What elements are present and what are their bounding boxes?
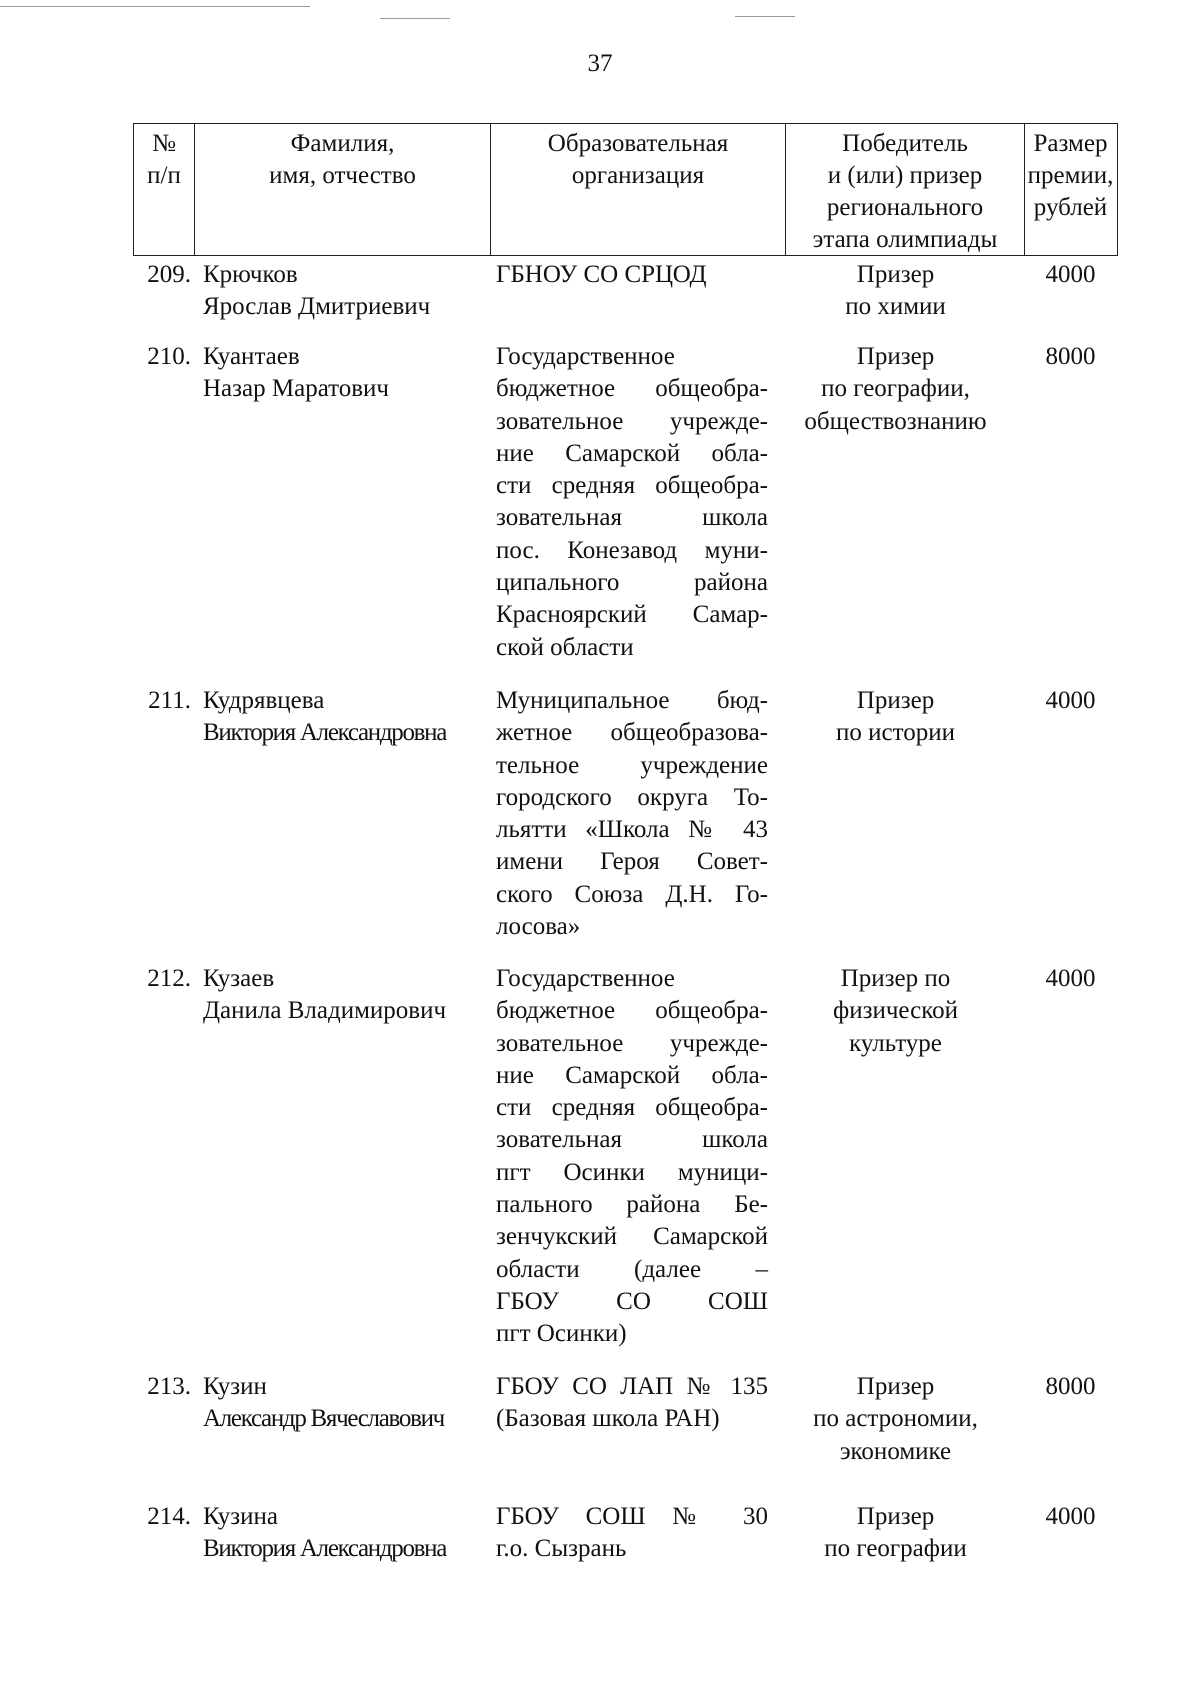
participant-name: Куантаев Назар Маратович xyxy=(203,343,389,403)
row-number: 212. xyxy=(147,965,191,992)
winner-status: Призер по химии xyxy=(845,261,946,321)
participant-name: Кузин Александр Вячеславович xyxy=(203,1373,444,1433)
header-prize: Размер премии, рублей xyxy=(1027,130,1114,221)
header-name: Фамилия, имя, отчество xyxy=(195,124,491,255)
header-org: Образовательная организация xyxy=(491,124,786,255)
prize-amount: 4000 xyxy=(1045,687,1096,714)
participant-name: Крючков Ярослав Дмитриевич xyxy=(203,261,431,321)
row-number: 210. xyxy=(147,343,191,370)
participant-name: Кузина Виктория Александровна xyxy=(203,1503,447,1563)
row-number: 213. xyxy=(147,1373,191,1400)
row-number: 214. xyxy=(147,1503,191,1530)
scan-edge-line xyxy=(380,18,450,19)
winner-status: Призер по астрономии, экономике xyxy=(813,1373,978,1465)
page-number: 37 xyxy=(587,50,613,77)
winners-table xyxy=(133,123,1118,1563)
prize-amount: 4000 xyxy=(1045,1503,1096,1530)
winner-status: Призер по географии xyxy=(824,1503,967,1563)
prize-amount: 4000 xyxy=(1045,261,1096,288)
participant-name: Кузаев Данила Владимирович xyxy=(203,965,447,1025)
organization: Муниципальное бюд- жетное общеобразова- тельное учреждение городского округа То- льятти «Школа № 43 имени Героя Совет- ского Союза Д.Н. Го- лосова» xyxy=(496,687,768,941)
winner-status: Призер по истории xyxy=(836,687,955,747)
header-num: № п/п xyxy=(134,124,195,255)
row-number: 209. xyxy=(147,261,191,288)
header-status: Победитель и (или) призер регионального этапа олимпиады xyxy=(786,124,1025,255)
table-header xyxy=(133,123,1118,256)
organization: Государственное бюджетное общеобра- зовательное учрежде- ние Самарской обла- сти средняя общеобра- зовательная школа пос. Конезавод муни- ципального района Красноярский Самар- ской области xyxy=(496,343,768,661)
organization: Государственное бюджетное общеобра- зовательное учрежде- ние Самарской обла- сти средняя общеобра- зовательная школа пгт Осинки муници- пального района Бе- зенчукский Самарской области (далее – ГБОУ СО СОШ пгт Осинки) xyxy=(496,965,768,1348)
organization: ГБНОУ СО СРЦОД xyxy=(496,261,707,288)
organization: ГБОУ СО ЛАП № 135 (Базовая школа РАН) xyxy=(496,1373,768,1433)
prize-amount: 4000 xyxy=(1045,965,1096,992)
scan-edge-line xyxy=(0,6,310,7)
participant-name: Кудрявцева Виктория Александровна xyxy=(203,687,447,747)
winner-status: Призер по географии, обществознанию xyxy=(804,343,987,435)
winner-status: Призер по физической культуре xyxy=(833,965,958,1057)
prize-amount: 8000 xyxy=(1045,343,1096,370)
row-number: 211. xyxy=(148,687,191,714)
prize-amount: 8000 xyxy=(1045,1373,1096,1400)
scan-edge-line xyxy=(735,16,795,17)
organization: ГБОУ СОШ № 30 г.о. Сызрань xyxy=(496,1503,768,1563)
